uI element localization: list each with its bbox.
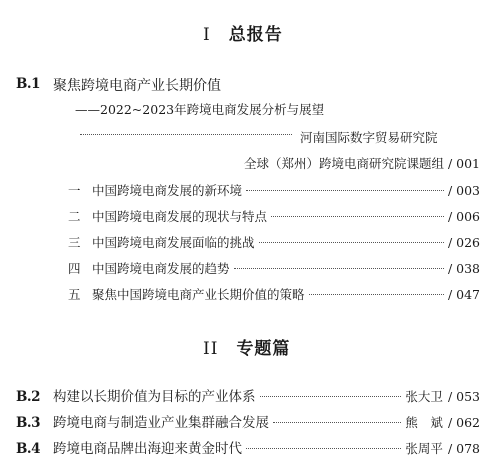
toc-row[interactable] [68, 207, 480, 225]
leader-dots [259, 242, 444, 243]
part-name: 专题篇 [236, 339, 291, 359]
entry-subtitle-b1: ——2022~2023年跨境电商发展分析与展望 [75, 102, 325, 117]
leader-dots [234, 268, 444, 269]
entry-title-b1: 聚焦跨境电商产业长期价值 [53, 78, 221, 94]
part-title-2 [203, 334, 290, 359]
entry-code-b1: B.1 [16, 76, 41, 92]
section-title: 中国跨境电商发展的新环境 [92, 183, 243, 198]
leader-dots [246, 448, 401, 449]
leader-dots [246, 190, 444, 191]
toc-entry[interactable] [16, 411, 480, 431]
entry-page: / 078 [447, 441, 480, 456]
toc-row[interactable] [68, 285, 480, 303]
entry-institute-b1: 河南国际数字贸易研究院 [300, 130, 438, 145]
leader-dots [273, 422, 401, 423]
leader-dots [80, 134, 292, 135]
toc-row[interactable] [68, 181, 480, 199]
entry-author: 张周平 [405, 441, 443, 456]
section-number: 一 [68, 183, 81, 198]
section-page: / 006 [447, 209, 480, 224]
section-number: 四 [68, 261, 81, 276]
entry-author: 熊 斌 [405, 415, 443, 430]
section-title: 聚焦中国跨境电商产业长期价值的策略 [92, 287, 305, 302]
entry-code: B.3 [16, 415, 41, 431]
entry-title: 跨境电商品牌出海迎来黄金时代 [53, 441, 242, 457]
leader-dots [271, 216, 444, 217]
section-page: / 026 [447, 235, 480, 250]
part-numeral: II [203, 339, 219, 359]
section-page: / 047 [447, 287, 480, 302]
leader-dots [309, 294, 444, 295]
entry-group-page-b1: 全球（郑州）跨境电商研究院课题组 / 001 [243, 156, 480, 171]
entry-page: / 062 [447, 415, 480, 430]
part-name: 总报告 [228, 25, 283, 45]
toc-row[interactable] [68, 233, 480, 251]
section-page: / 003 [447, 183, 480, 198]
entry-code: B.2 [16, 389, 41, 405]
section-number: 三 [68, 235, 81, 250]
entry-page: / 053 [447, 389, 480, 404]
section-number: 五 [68, 287, 81, 302]
entry-title: 跨境电商与制造业产业集群融合发展 [53, 415, 269, 431]
leader-dots [260, 396, 402, 397]
part-numeral: I [203, 25, 211, 45]
section-title: 中国跨境电商发展的趋势 [92, 261, 230, 276]
entry-title: 构建以长期价值为目标的产业体系 [53, 389, 256, 405]
section-title: 中国跨境电商发展面临的挑战 [92, 235, 255, 250]
part-title-1 [203, 20, 283, 45]
toc-entry[interactable] [16, 385, 480, 405]
section-title: 中国跨境电商发展的现状与特点 [92, 209, 268, 224]
toc-row[interactable] [68, 259, 480, 277]
section-page: / 038 [447, 261, 480, 276]
section-number: 二 [68, 209, 81, 224]
entry-author: 张大卫 [405, 389, 443, 404]
toc-entry[interactable] [16, 437, 480, 457]
entry-code: B.4 [16, 441, 41, 457]
